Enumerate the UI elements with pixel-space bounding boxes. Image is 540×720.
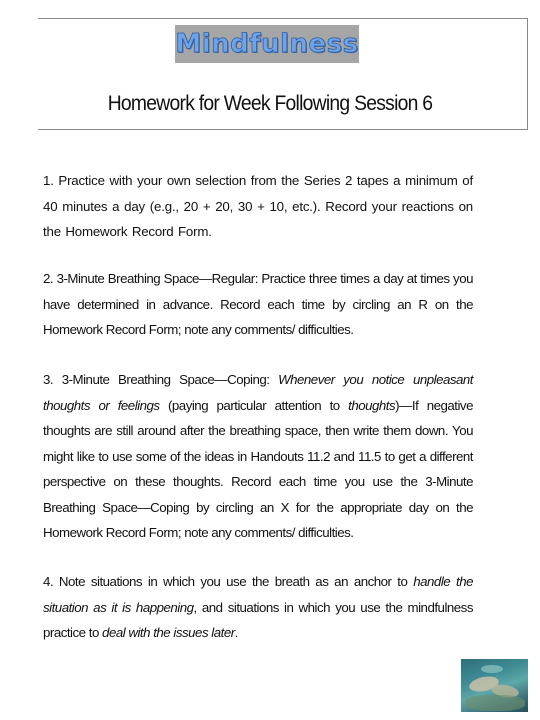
item-4-text-a: 4. Note situations in which you use the breath as an anchor to [43,574,414,589]
page-title: Homework for Week Following Session 6 [107,92,433,115]
item-3-text-c: )—If negative thoughts are still around after the breathing space, then write them down. You might like to use some of the ideas in Handouts 11.2 and 11.5 to get a different perspective on these thoughts. Record each time you use the 3-Minute Breathing Space—Coping by circling an X for the appropriate day on the Homework Record Form; note any comments/ difficulties. [43,397,473,540]
seascape-photo [461,659,528,712]
homework-item-1: 1. Practice with your own selection from the Series 2 tapes a minimum of 40 minutes a day (e.g., 20 + 20, 30 + 10, etc.). Record your reactions on the Homework Record Form. [43,173,473,239]
item-4-emphasis-b: deal with the issues later [102,625,235,640]
homework-item-4 [43,569,473,646]
homework-item-3 [43,367,473,546]
item-3-emphasis-a: Whenever you notice unpleasant thoughts or feelings [43,372,474,413]
item-3-text-a: 3. 3-Minute Breathing Space—Coping: [43,372,279,387]
item-4-emphasis-a: handle the situation as it is happening [43,574,474,615]
logo-text: Mindfulness [175,29,359,59]
item-4-text-b: , and situations in which you use the mindfulness practice to [43,599,473,640]
mindfulness-logo-banner [175,25,359,63]
item-3-text-b: (paying particular attention to [159,397,349,413]
item-4-text-c: . [234,625,238,640]
homework-item-2: 2. 3-Minute Breathing Space—Regular: Practice three times a day at times you have determined in advance. Record each time by circling an R on the Homework Record Form; note any comments/ difficulties. [43,271,473,337]
item-3-emphasis-b: thoughts [348,397,396,413]
